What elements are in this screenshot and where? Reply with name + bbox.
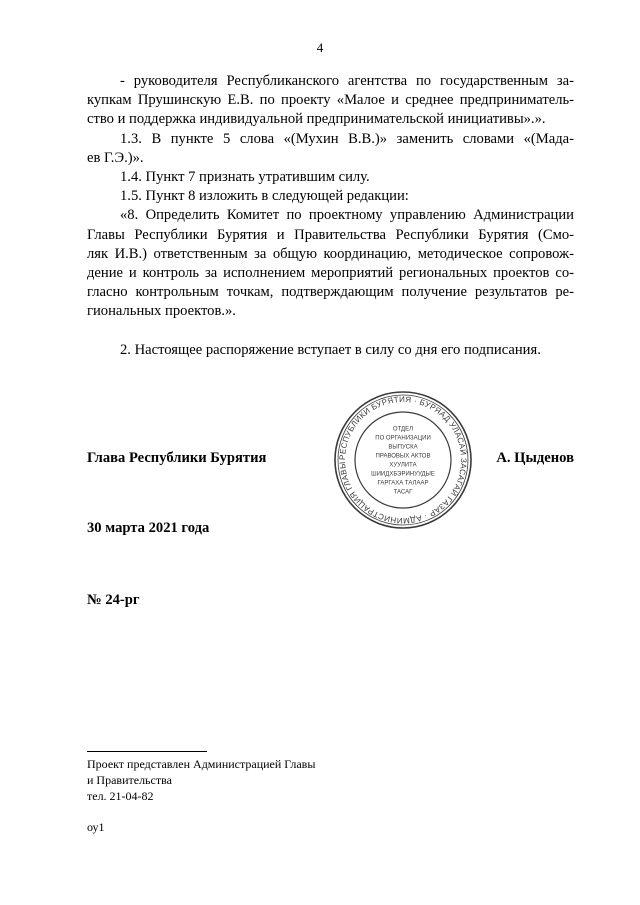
document-date: 30 марта 2021 года: [87, 520, 210, 536]
page-code: оу1: [87, 820, 105, 834]
footnote-line: тел. 21-04-82: [87, 789, 154, 803]
body-line: - руководителя Республиканского агентства по государственным за-: [120, 73, 574, 89]
body-line: 1.3. В пункте 5 слова «(Мухин В.В.)» заменить словами «(Мада-: [120, 130, 574, 147]
footnote-divider: [87, 751, 207, 752]
seal-center-line: ГАРГАХА ТАЛААР: [377, 480, 429, 487]
body-line: Главы Республики Бурятия и Правительства Республики Бурятия (Смо-: [87, 226, 574, 243]
document-number: № 24-рг: [87, 592, 140, 608]
footnote-line: и Правительства: [87, 773, 172, 787]
seal-center-line: ПО ОРГАНИЗАЦИИ: [375, 435, 431, 442]
official-seal-icon: [333, 390, 473, 530]
signature-name: А. Цыденов: [496, 450, 574, 466]
body-line: дение и контроль за исполнением мероприятий региональных проектов со-: [87, 264, 574, 281]
body-line: ляк И.В.) ответственным за общую координацию, методическое сопровож-: [87, 245, 574, 262]
body-line: гиональных проектов.».: [87, 303, 236, 320]
paragraph-gap: [87, 321, 574, 341]
signature-title: Глава Республики Бурятия: [87, 450, 267, 466]
footnote: [87, 756, 315, 804]
seal-center-line: ВЫПУСКА: [388, 444, 418, 451]
body-line: ство и поддержка индивидуальной предпринимательской инициативы».».: [87, 111, 546, 128]
body-line: ев Г.Э.)».: [87, 149, 144, 166]
seal-center-line: ХУУЛИТА: [389, 462, 417, 469]
body-line: 2. Настоящее распоряжение вступает в силу со дня его подписания.: [120, 342, 541, 359]
body-line: 1.5. Пункт 8 изложить в следующей редакции:: [120, 188, 409, 205]
svg-text:РЕСПУБЛИКИ БУРЯТИЯ · БУРЯАД УЛ: [338, 395, 468, 525]
seal-center-line: ШИИДХБЭРИНУУДЫЕ: [371, 471, 435, 478]
seal-ring-text: РЕСПУБЛИКИ БУРЯТИЯ · БУРЯАД УЛАСАЙ ЗАСАГАЙ ГАЗАР · АДМИНИСТРАЦИЯ ГЛАВЫ: [337, 394, 469, 526]
body-text: [87, 72, 574, 361]
seal-center-line: ОТДЕЛ: [392, 426, 414, 433]
seal-center-line: ТАСАГ: [393, 489, 413, 496]
body-line: «8. Определить Комитет по проектному управлению Администрации: [120, 207, 574, 224]
footnote-line: Проект представлен Администрацией Главы: [87, 757, 316, 771]
page-number: 4: [316, 40, 324, 55]
body-line: 1.4. Пункт 7 признать утратившим силу.: [120, 168, 370, 185]
body-line: купкам Прушинскую Е.В. по проекту «Малое и среднее предприниматель-: [87, 92, 574, 109]
seal-center-line: ПРАВОВЫХ АКТОВ: [375, 453, 431, 460]
body-line: гласно контрольным точкам, подтверждающим получение результатов ре-: [87, 284, 574, 301]
